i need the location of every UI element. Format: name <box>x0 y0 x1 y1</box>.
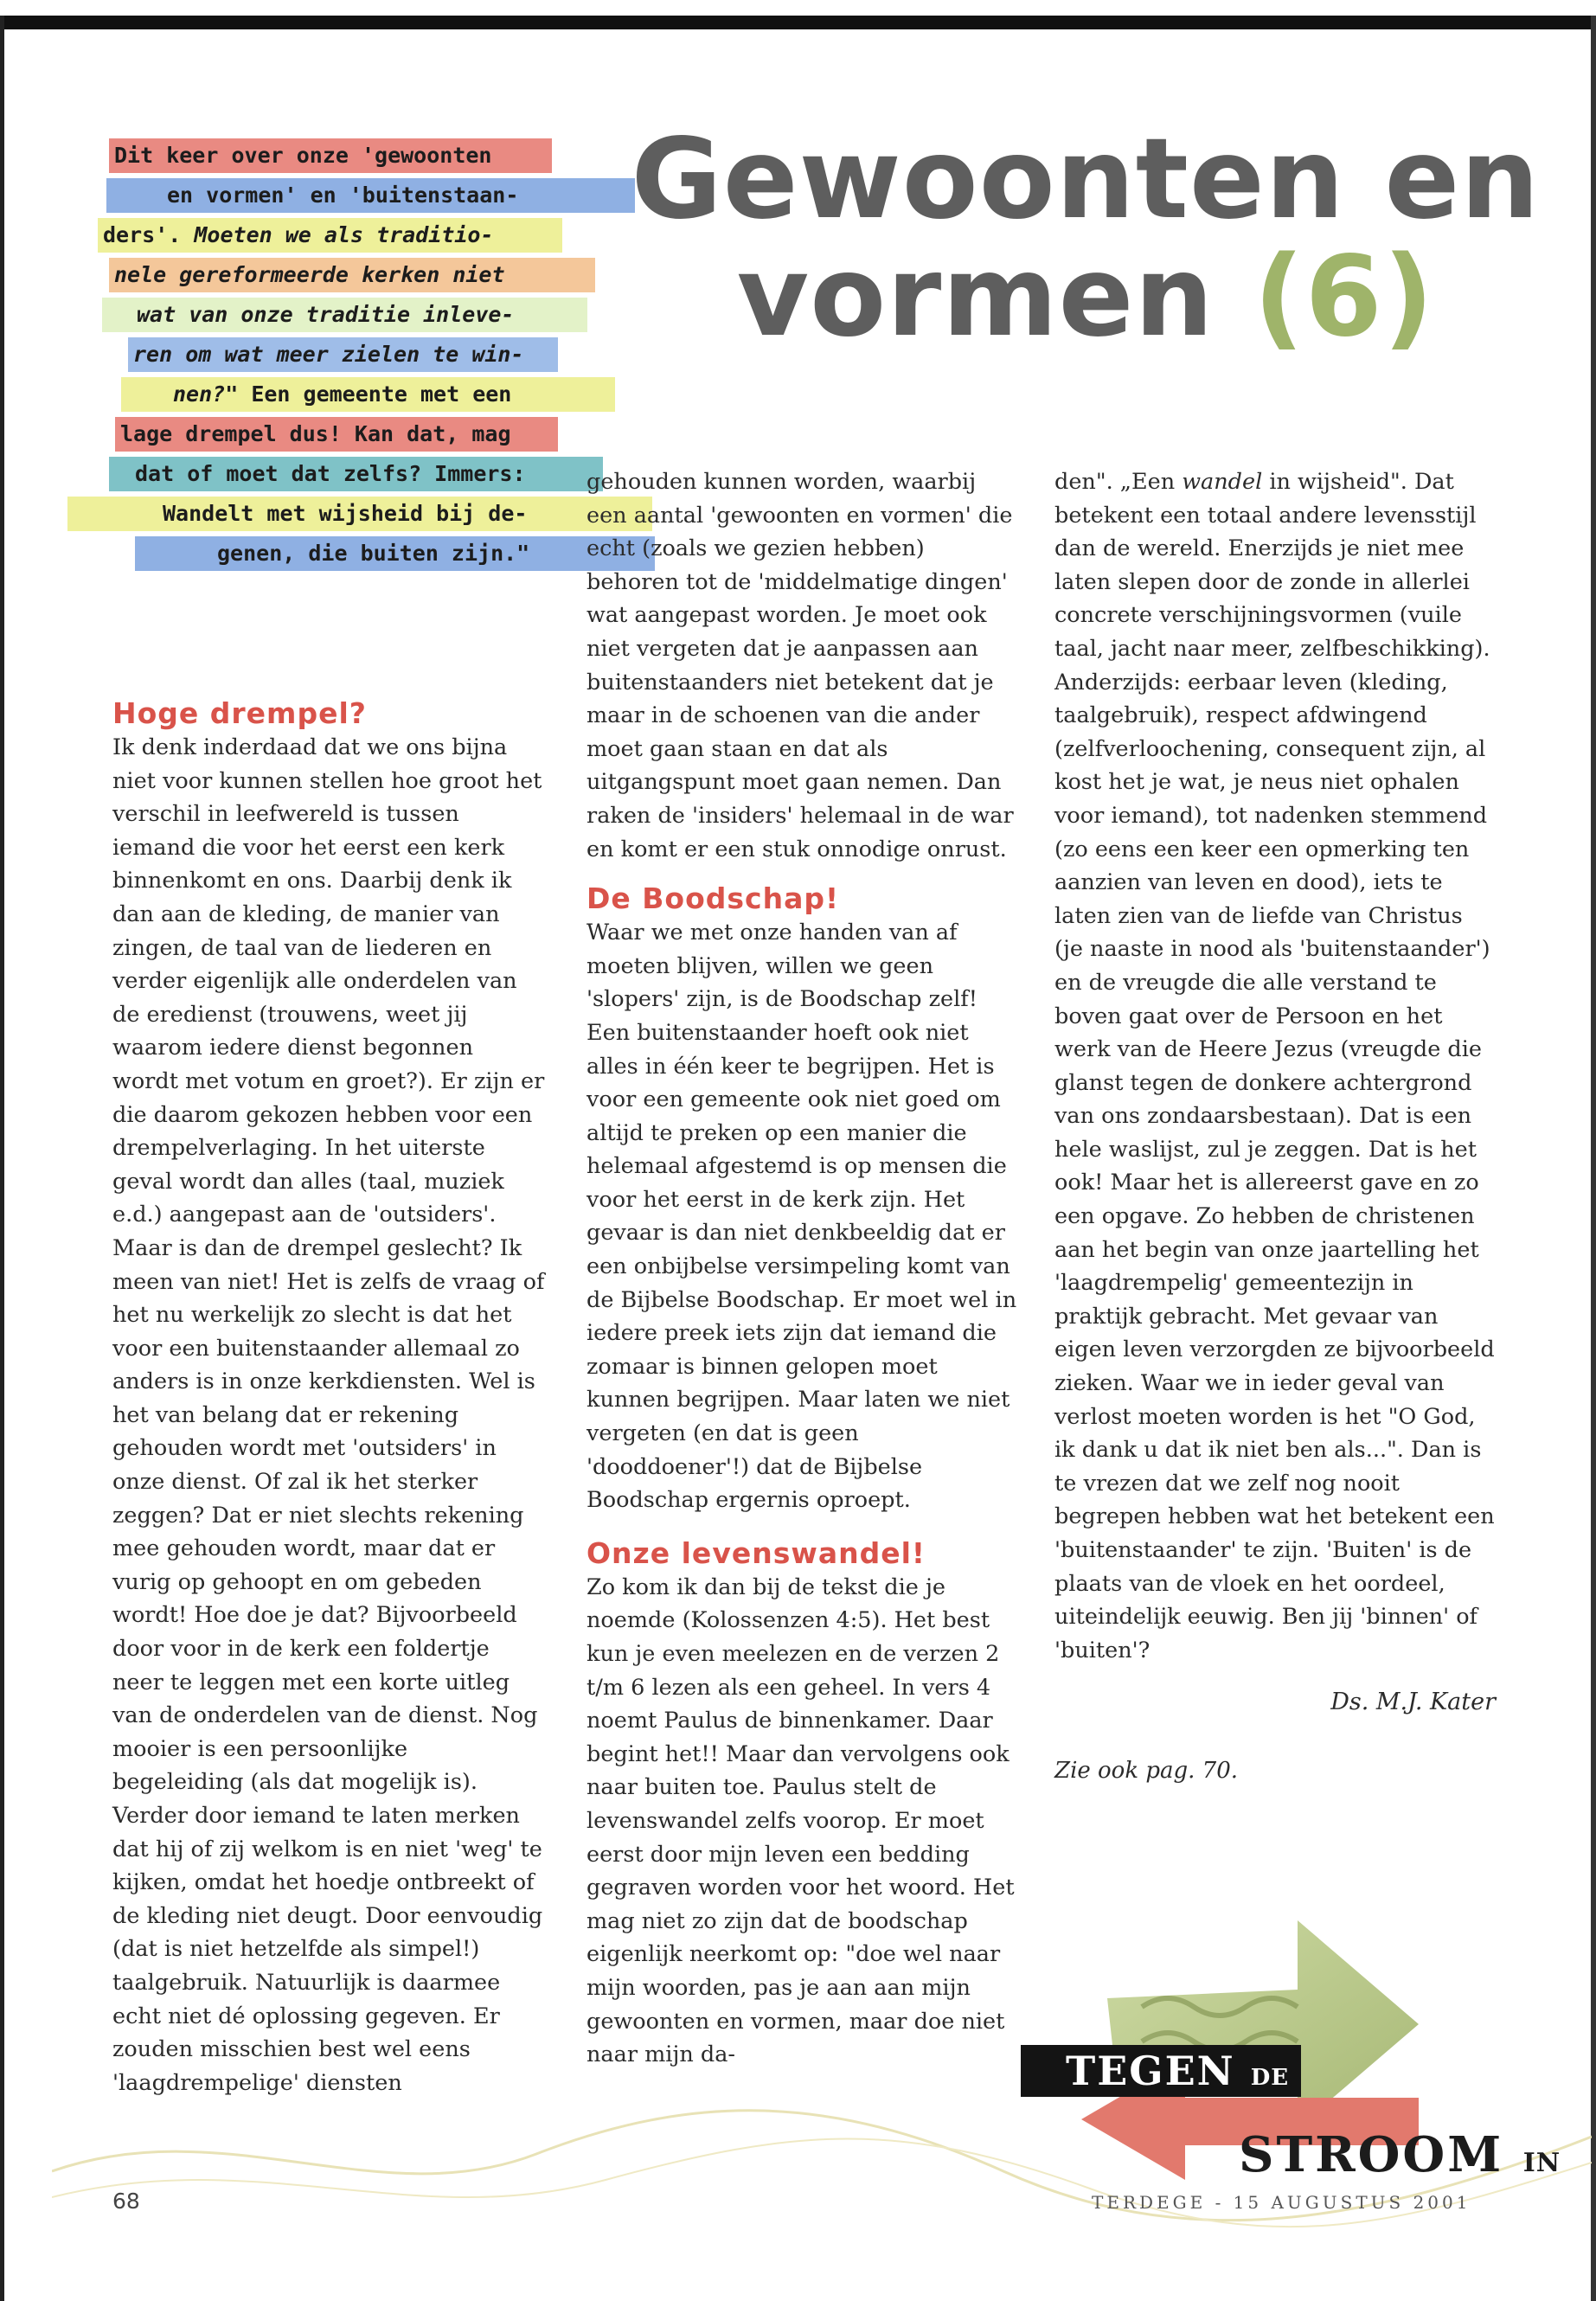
intro-line: lage drempel dus! Kan dat, mag <box>115 417 558 452</box>
intro-line-italic: ren om wat meer zielen te win- <box>133 342 524 367</box>
intro-line-italic: Moeten we als traditio- <box>194 222 494 247</box>
heading-hoge-drempel: Hoge drempel? <box>112 696 367 730</box>
intro-line <box>98 218 562 253</box>
intro-line: dat of moet dat zelfs? Immers: <box>109 457 603 491</box>
logo-stroom-word: STROOM <box>1239 2126 1504 2183</box>
article-title <box>619 115 1553 362</box>
column-1 <box>112 696 545 2099</box>
body-text: gehouden kunnen worden, waarbij een aantal 'gewoonten en vormen' die echt (zoals we gezien hebben) behoren tot de 'middelmatige dingen' wat aangepast worden. Je moet ook niet vergeten dat je aanpassen aan buitenstaanders niet betekent dat je maar in de schoenen van die ander moet gaan staan en dat als uitgangspunt moet gaan nemen. Dan raken de 'insiders' helemaal in de war en komt er een stuk onnodige onrust. <box>586 469 1014 862</box>
body-text: Waar we met onze handen van af moeten blijven, willen we geen 'slopers' zijn, is de Boodschap zelf! Een buitenstaander hoeft ook niet alles in één keer te begrijpen. Het is voor een gemeente ook niet goed om altijd te preken op een manier die helemaal afgestemd is op mensen die voor het eerst in de kerk zijn. Het gevaar is dan niet denkbeeldig dat er een onbijbelse versimpeling komt van de Bijbelse Boodschap. Er moet wel in iedere preek iets zijn dat iemand die zomaar is binnen gelopen moet kunnen begrijpen. Maar laten we niet vergeten (en dat is geen 'dooddoener'!) dat de Bijbelse Boodschap ergernis oproept. <box>586 920 1017 1514</box>
intro-line-italic: wat van onze traditie inleve- <box>137 302 515 327</box>
title-number: (6) <box>1253 233 1435 362</box>
logo-in-word: IN <box>1522 2148 1561 2178</box>
body-text <box>1054 465 1496 1667</box>
column-3 <box>1054 465 1496 1788</box>
see-also-note: Zie ook pag. 70. <box>1054 1757 1239 1784</box>
intro-line <box>109 258 595 292</box>
body-text: Zo kom ik dan bij de tekst die je noemde (Kolossenzen 4:5). Het best kun je even meelezen en de verzen 2 t/m 6 lezen als een geheel. In vers 4 noemt Paulus de binnenkamer. Daar begint het!! Maar dan vervolgens ook naar buiten toe. Paulus stelt de levenswandel zelfs voorop. Er moet eerst door mijn leven een bedding gegraven worden voor het woord. Het mag niet zo zijn dat de boodschap eigenlijk neerkomt op: "doe wel naar mijn woorden, pas je aan aan mijn gewoonten en vormen, maar doe niet naar mijn da- <box>586 1574 1015 2068</box>
top-border <box>0 16 1596 29</box>
body-text: Ik denk inderdaad dat we ons bijna niet voor kunnen stellen hoe groot het verschil in leefwereld is tussen iemand die voor het eerst een kerk binnenkomt en ons. Daarbij denk ik dan aan de kleding, de manier van zingen, de taal van de liederen en verder eigenlijk alle onderdelen van de eredienst (trouwens, weet jij waarom iedere dienst begonnen wordt met votum en groet?). Er zijn er die daarom gekozen hebben voor een drempelverlaging. In het uiterste geval wordt dan alles (taal, muziek e.d.) aangepast aan de 'outsiders'. Maar is dan de drempel geslecht? Ik meen van niet! Het is zelfs de vraag of het nu werkelijk zo slecht is dat het voor een buitenstaander allemaal zo anders is in onze kerkdiensten. Wel is het van belang dat er rekening gehouden wordt met 'outsiders' in onze dienst. Of zal ik het sterker zeggen? Dat er niet slechts rekening mee gehouden wordt, maar dat er vurig op gehoopt en om gebeden wordt! Hoe doe je dat? Bijvoorbeeld door voor in de kerk een foldertje neer te leggen met een korte uitleg van de onderdelen van de dienst. Nog mooier is een persoonlijke begeleiding (als dat mogelijk is). Verder door iemand te laten merken dat hij of zij welkom is en niet 'weg' te kijken, omdat het hoedje ontbreekt of de kleding niet deugt. Door eenvoudig (dat is niet hetzelfde als simpel!) taalgebruik. Natuurlijk is daarmee echt niet dé oplossing gegeven. Er zouden misschien best wel eens 'laagdrempelige' diensten <box>112 734 545 2096</box>
intro-line: en vormen' en 'buitenstaan- <box>106 178 635 213</box>
title-line-1: Gewoonten en <box>631 115 1541 244</box>
logo-tegen-label <box>1021 2045 1301 2097</box>
intro-line-italic: nen?" <box>173 381 239 407</box>
left-border <box>0 16 4 2301</box>
heading-de-boodschap: De Boodschap! <box>586 881 840 916</box>
intro-line <box>121 377 615 412</box>
body-fragment: den". „Een <box>1054 469 1183 495</box>
intro-line: Wandelt met wijsheid bij de- <box>67 497 652 531</box>
intro-line-italic: nele gereformeerde kerken niet <box>114 262 505 287</box>
intro-line-text: Een gemeente met een <box>238 381 512 407</box>
intro-line <box>128 337 558 372</box>
logo-de-word: DE <box>1250 2065 1290 2091</box>
intro-line <box>102 298 587 332</box>
publication-footer: TERDEGE - 15 AUGUSTUS 2001 <box>1092 2192 1471 2213</box>
title-line-2 <box>619 233 1553 362</box>
body-emphasis: wandel <box>1182 469 1263 495</box>
logo-tegen-word: TEGEN <box>1066 2048 1235 2094</box>
body-fragment: in wijsheid". Dat betekent een totaal andere levensstijl dan de wereld. Enerzijds je niet mee laten slepen door de zonde in allerlei concrete verschijningsvormen (vuile taal, jacht naar meer, zelfbeschikking). Anderzijds: eerbaar leven (kleding, taalgebruik), respect afdwingend (zelfverloochening, consequent zijn, al kost het je wat, je neus niet ophalen voor iemand), tot nadenken stemmend (zo eens een keer een opmerking ten aanzien van leven en dood), iets te laten zien van de liefde van Christus (je naaste in nood als 'buitenstaander') en de vreugde die alle verstand te boven gaat over de Persoon en het werk van de Heere Jezus (vreugde die glanst tegen de donkere achtergrond van ons zondaarsbestaan). Dat is een hele waslijst, zul je zeggen. Dat is het ook! Maar het is allereerst gave en zo een opgave. Zo hebben de christenen aan het begin van onze jaartelling het 'laagdrempelig' gemeentezijn in praktijk gebracht. Met gevaar van eigen leven verzorgden ze bijvoorbeeld zieken. Waar we in ieder geval van verlost moeten worden is het "O God, ik dank u dat ik niet ben als...". Dan is te vrezen dat we zelf nog nooit begrepen hebben wat het betekent een 'buitenstaander' te zijn. 'Buiten' is de plaats van de vloek en het oordeel, uiteindelijk eeuwig. Ben jij 'binnen' of 'buiten'? <box>1054 469 1495 1663</box>
intro-line-text: ders'. <box>103 222 195 247</box>
logo-stroom-label <box>1239 2126 1561 2183</box>
author-signature: Ds. M.J. Kater <box>1330 1689 1496 1716</box>
right-border <box>1591 16 1596 2301</box>
heading-onze-levenswandel: Onze levenswandel! <box>586 1535 926 1570</box>
title-word: vormen <box>736 233 1215 362</box>
page-number: 68 <box>112 2189 140 2214</box>
intro-line: genen, die buiten zijn." <box>135 536 655 571</box>
column-2 <box>586 465 1019 2072</box>
intro-line: Dit keer over onze 'gewoonten <box>109 138 552 173</box>
